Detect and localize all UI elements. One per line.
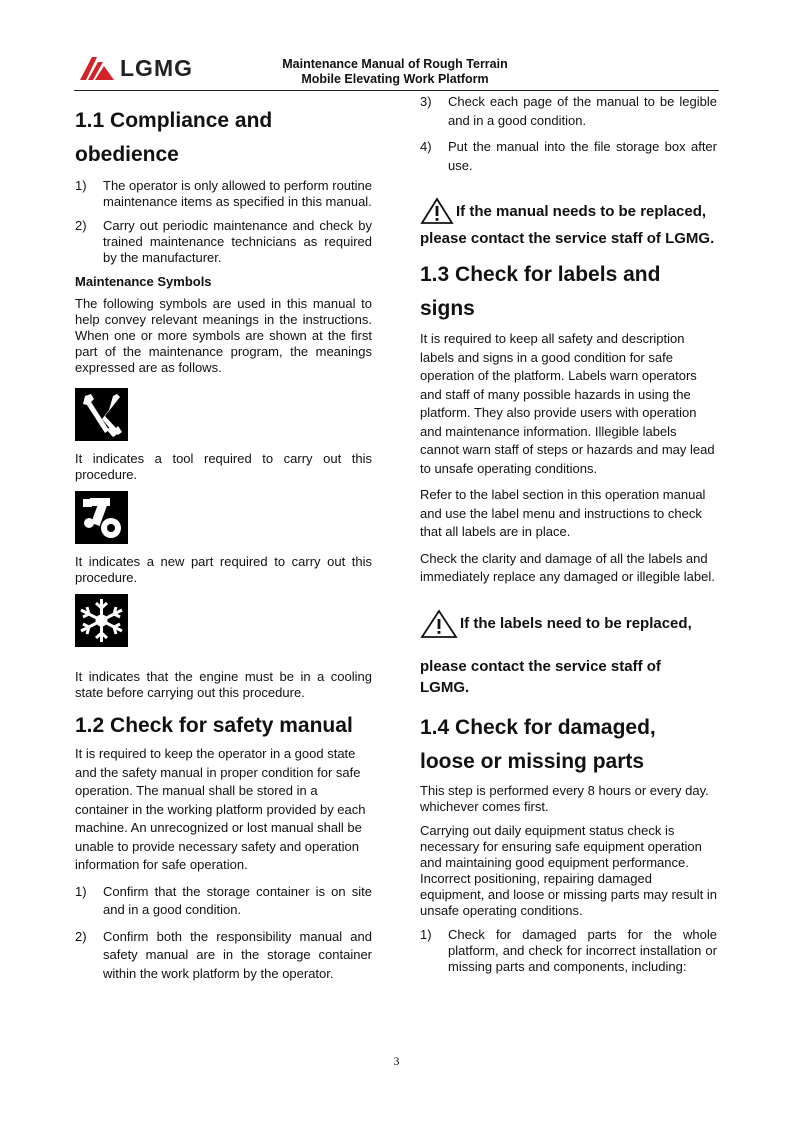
section-1-3-paragraph-3: Check the clarity and damage of all the labels and immediately replace any damaged or illegible label. — [420, 550, 715, 584]
list-item-number: 1) — [75, 178, 87, 193]
header-title — [230, 57, 560, 87]
list-item — [75, 883, 372, 920]
header-title-line2: Mobile Elevating Work Platform — [301, 72, 489, 86]
warning-triangle-icon — [420, 609, 458, 639]
list-item-text: Check each page of the manual to be legible and in a good condition. — [448, 94, 717, 128]
right-column — [420, 93, 717, 983]
section-1-4-title — [420, 711, 717, 779]
list-item-text: The operator is only allowed to perform routine maintenance items as specified in this manual. — [103, 178, 372, 209]
warning-text-line1: If the manual needs to be replaced, — [456, 202, 707, 220]
symbol-part-text: It indicates a new part required to carry out this procedure. — [75, 554, 372, 585]
left-column — [75, 104, 372, 991]
list-item-number: 2) — [75, 928, 87, 944]
labels-replace-warning — [420, 609, 717, 639]
snowflake-cooling-icon — [75, 594, 128, 647]
list-item-text: Carry out periodic maintenance and check by trained maintenance technicians as required by the manufacturer. — [103, 218, 372, 265]
list-item-text: Confirm that the storage container is on site and in a good condition. — [103, 883, 372, 917]
list-item-number: 3) — [420, 94, 432, 109]
lgmg-logo-mark-icon — [78, 54, 116, 82]
list-item-text: Check for damaged parts for the whole platform, and check for incorrect installation or missing parts and components, including: — [448, 926, 717, 974]
list-item-number: 2) — [75, 218, 87, 233]
section-1-2-list — [75, 883, 372, 984]
section-1-4-paragraph-1: This step is performed every 8 hours or every day. whichever comes first. — [420, 782, 709, 814]
symbols-intro: The following symbols are used in this manual to help convey relevant meanings in the instructions. When one or more symbols are shown at the first part of the maintenance program, the meanings expressed are as follows. — [75, 296, 372, 375]
section-1-2-list-continued — [420, 93, 717, 175]
lgmg-logo — [78, 53, 203, 83]
section-1-1-title — [75, 104, 372, 172]
symbol-cool-text: It indicates that the engine must be in a cooling state before carrying out this procedure. — [75, 669, 372, 700]
list-item-number: 4) — [420, 139, 432, 154]
symbol-tool-text: It indicates a tool required to carry out this procedure. — [75, 451, 372, 482]
list-item — [420, 93, 717, 130]
new-part-symbol-icon — [75, 491, 128, 544]
warning-triangle-icon — [420, 197, 454, 225]
list-item — [75, 218, 372, 266]
list-item — [420, 927, 717, 975]
section-1-1-title-line1: 1.1 Compliance and — [75, 109, 273, 132]
section-1-3-paragraph-1: It is required to keep all safety and description labels and signs in a good condition for safe operation of the platform. Labels warn operators and staff of many possible hazards in using the platform. They also provide users with operation and maintenance information. Illegible labels cannot warn staff of steps or hazards and may lead to unsafe operating conditions. — [420, 331, 715, 476]
list-item-text: Put the manual into the file storage box after use. — [448, 139, 717, 173]
section-1-3-title — [420, 258, 717, 326]
tool-symbol-icon — [75, 388, 128, 441]
section-1-1-list — [75, 178, 372, 266]
warning-text-line1: If the labels need to be replaced, — [460, 615, 692, 632]
warning-text-line2: please contact the service staff of — [420, 657, 661, 675]
section-1-2-title: 1.2 Check for safety manual — [75, 714, 353, 737]
manual-replace-warning — [420, 197, 717, 225]
warning-text-line3: LGMG. — [420, 678, 470, 696]
section-1-4-title-line1: 1.4 Check for damaged, — [420, 715, 656, 739]
section-1-4-list — [420, 927, 717, 975]
list-item-number: 1) — [420, 926, 432, 942]
section-1-2-paragraph: It is required to keep the operator in a good state and the safety manual in proper condition for safe operation. The manual shall be stored in a container in the working platform provided by each machine. An unrecognized or lost manual shall be unable to provide necessary safety and operation information for safe operation. — [75, 746, 366, 872]
list-item — [75, 928, 372, 984]
section-1-3-title-line2: signs — [420, 297, 475, 320]
section-1-4-paragraph-2: Carrying out daily equipment status check is necessary for ensuring safe equipment operation and maintaining good equipment performance. Incorrect positioning, repairing damaged equipment, and loose or missing parts may result in unsafe operating conditions. — [420, 822, 717, 918]
list-item — [420, 138, 717, 175]
list-item — [75, 178, 372, 210]
section-1-4-title-line2: loose or missing parts — [420, 749, 645, 773]
header-title-line1: Maintenance Manual of Rough Terrain — [282, 57, 508, 71]
section-1-3-title-line1: 1.3 Check for labels and — [420, 263, 661, 286]
warning-text-line2: please contact the service staff of LGMG. — [420, 230, 715, 247]
section-1-1-title-line2: obedience — [75, 143, 179, 166]
section-1-3-paragraph-2: Refer to the label section in this operation manual and use the label menu and instructions to check that all labels are in place. — [420, 487, 706, 539]
list-item-number: 1) — [75, 883, 87, 899]
logo-text: LGMG — [120, 54, 193, 81]
maintenance-symbols-heading: Maintenance Symbols — [75, 274, 212, 289]
page-number: 3 — [393, 1054, 400, 1068]
list-item-text: Confirm both the responsibility manual and safety manual are in the storage container within the work platform by the operator. — [103, 928, 372, 981]
header-rule — [74, 90, 719, 91]
